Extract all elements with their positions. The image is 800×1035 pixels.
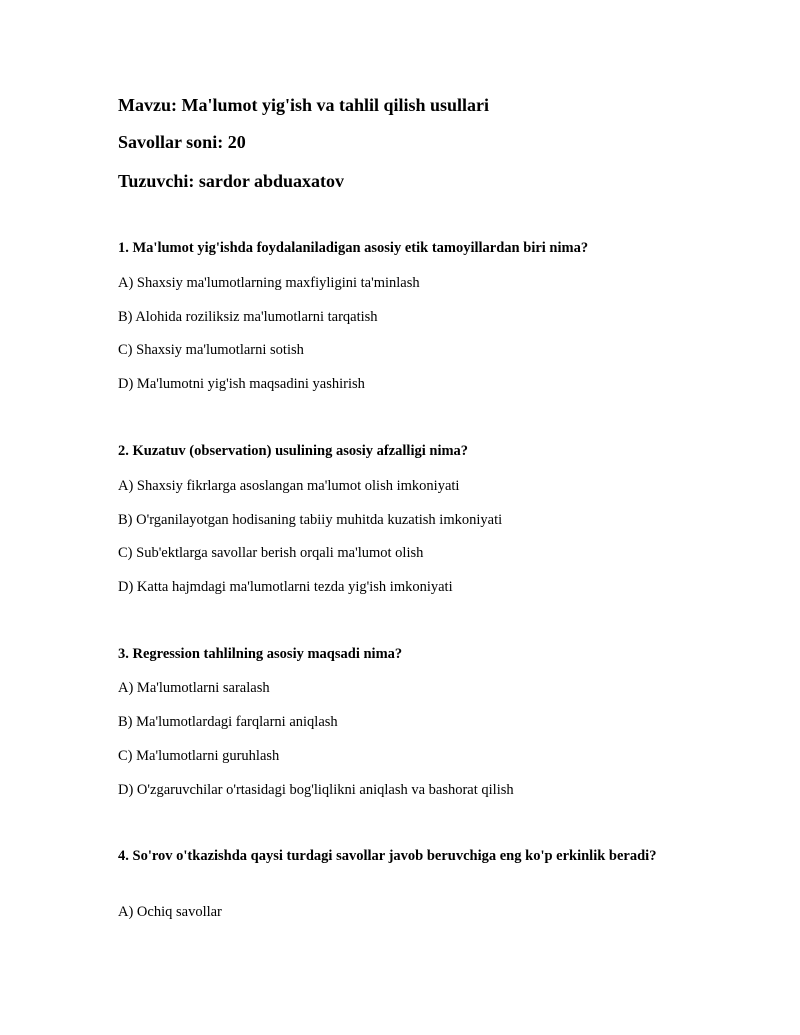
question-3-option-d: D) O'zgaruvchilar o'rtasidagi bog'liqlikni aniqlash va bashorat qilish (118, 782, 514, 798)
question-3-option-a: A) Ma'lumotlarni saralash (118, 680, 270, 696)
author-line: Tuzuvchi: sardor abduaxatov (118, 171, 345, 191)
question-4: 4. So'rov o'tkazishda qaysi turdagi savollar javob beruvchiga eng ko'p erkinlik beradi? (118, 848, 657, 864)
question-3: 3. Regression tahlilning asosiy maqsadi nima? (118, 646, 403, 662)
question-2-option-d: D) Katta hajmdagi ma'lumotlarni tezda yig'ish imkoniyati (118, 579, 453, 595)
question-1-option-b: B) Alohida roziliksiz ma'lumotlarni tarqatish (118, 309, 378, 325)
question-1: 1. Ma'lumot yig'ishda foydalaniladigan asosiy etik tamoyillardan biri nima? (118, 240, 589, 256)
question-3-option-b: B) Ma'lumotlardagi farqlarni aniqlash (118, 714, 338, 730)
question-2-option-a: A) Shaxsiy fikrlarga asoslangan ma'lumot olish imkoniyati (118, 478, 460, 494)
question-1-option-a: A) Shaxsiy ma'lumotlarning maxfiyligini ta'minlash (118, 275, 420, 291)
question-3-option-c: C) Ma'lumotlarni guruhlash (118, 748, 280, 764)
question-2: 2. Kuzatuv (observation) usulining asosiy afzalligi nima? (118, 443, 469, 459)
question-count: Savollar soni: 20 (118, 132, 246, 152)
question-4-option-a: A) Ochiq savollar (118, 904, 222, 920)
question-1-option-d: D) Ma'lumotni yig'ish maqsadini yashirish (118, 376, 365, 392)
topic-heading: Mavzu: Ma'lumot yig'ish va tahlil qilish usullari (118, 95, 490, 115)
question-2-option-b: B) O'rganilayotgan hodisaning tabiiy muhitda kuzatish imkoniyati (118, 512, 503, 528)
question-2-option-c: C) Sub'ektlarga savollar berish orqali ma'lumot olish (118, 545, 424, 561)
question-1-option-c: C) Shaxsiy ma'lumotlarni sotish (118, 342, 304, 358)
